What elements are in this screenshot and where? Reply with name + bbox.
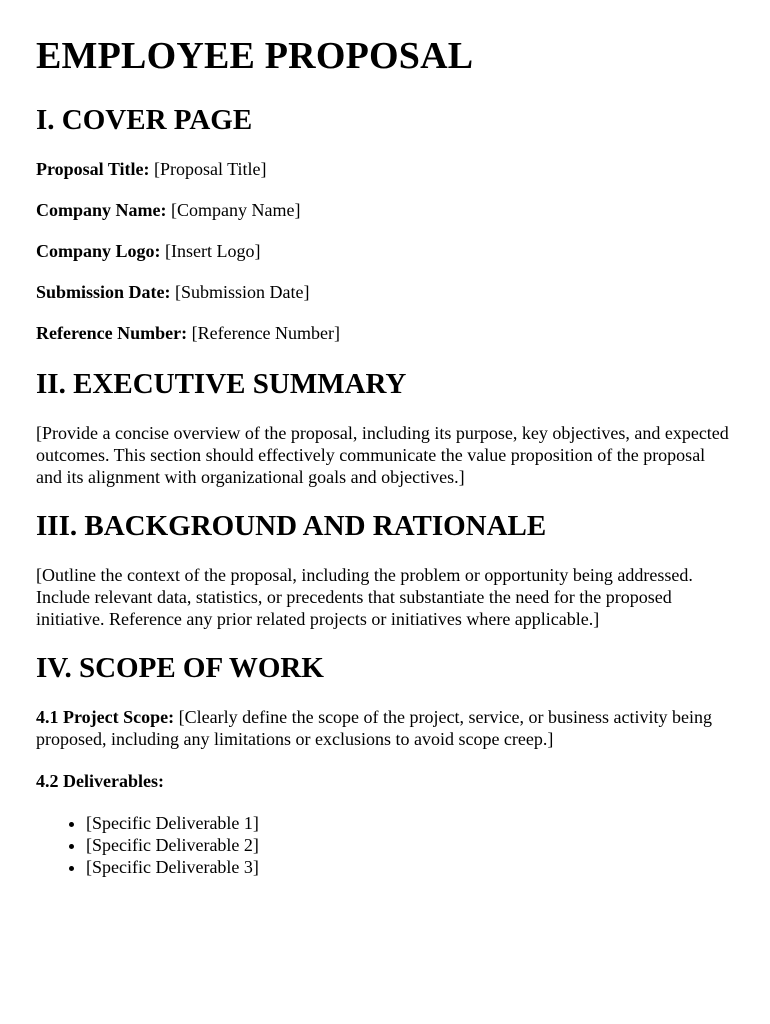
submission-date-field: [36, 281, 734, 303]
deliverables-list: [36, 812, 734, 878]
field-label: Company Logo:: [36, 241, 161, 261]
list-item: • [Specific Deliverable 1]: [86, 812, 734, 834]
field-value: [Insert Logo]: [165, 241, 261, 261]
list-item: • [Specific Deliverable 3]: [86, 856, 734, 878]
field-value: [Reference Number]: [191, 323, 341, 343]
field-value: [Company Name]: [171, 200, 301, 220]
field-label: Company Name:: [36, 200, 167, 220]
list-item: • [Specific Deliverable 2]: [86, 834, 734, 856]
field-label: Proposal Title:: [36, 159, 150, 179]
project-scope-paragraph: [36, 706, 734, 750]
background-text: [Outline the context of the proposal, including the problem or opportunity being addressed. Include relevant data, statistics, or precedents that substantiate the need for the proposed initiative. Reference any prior related projects or initiatives where applicable.]: [36, 565, 693, 629]
field-value: [Submission Date]: [175, 282, 310, 302]
scope-of-work-heading: IV. SCOPE OF WORK: [36, 652, 324, 684]
proposal-title-field: [36, 158, 734, 180]
deliverables-heading: [36, 770, 734, 792]
executive-summary-heading: II. EXECUTIVE SUMMARY: [36, 368, 407, 400]
field-value: [Proposal Title]: [154, 159, 267, 179]
executive-summary-text: [Provide a concise overview of the proposal, including its purpose, key objectives, and expected outcomes. This section should effectively communicate the value proposition of the proposal and its alignment with organizational goals and objectives.]: [36, 423, 729, 487]
background-heading: III. BACKGROUND AND RATIONALE: [36, 510, 547, 542]
document-title: EMPLOYEE PROPOSAL: [36, 35, 474, 77]
cover-page-heading: I. COVER PAGE: [36, 104, 253, 136]
company-name-field: [36, 199, 734, 221]
company-logo-field: [36, 240, 734, 262]
project-scope-text: [Clearly define the scope of the project, service, or business activity being proposed, including any limitations or exclusions to avoid scope creep.]: [36, 707, 712, 749]
deliverables-label: 4.2 Deliverables:: [36, 771, 164, 791]
project-scope-label: 4.1 Project Scope:: [36, 707, 175, 727]
field-label: Reference Number:: [36, 323, 188, 343]
field-label: Submission Date:: [36, 282, 171, 302]
reference-number-field: [36, 322, 734, 344]
